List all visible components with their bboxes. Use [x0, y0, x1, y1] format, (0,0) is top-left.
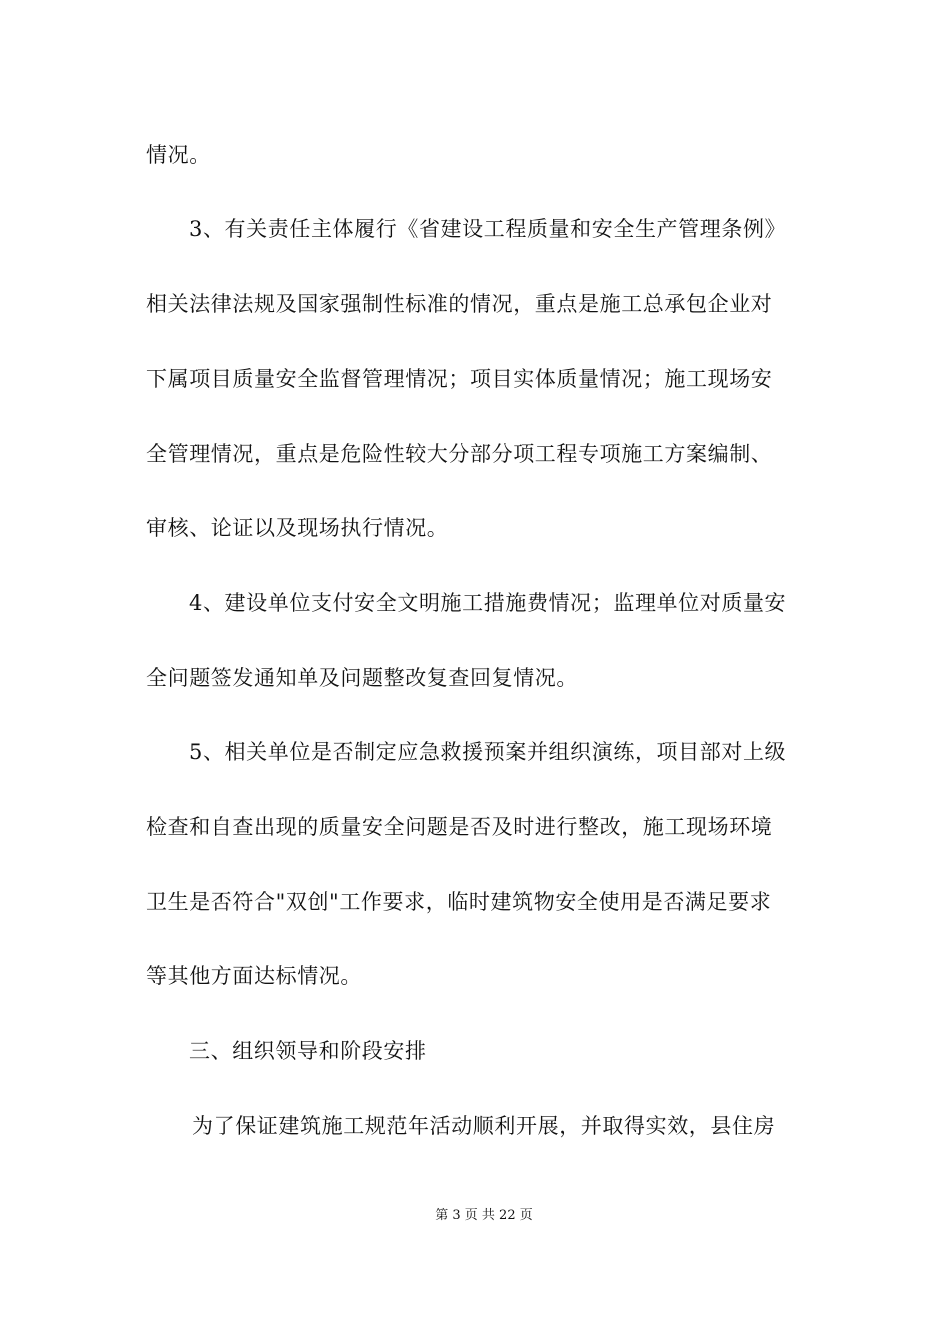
text-line-12: 等其他方面达标情况。: [146, 964, 362, 988]
text-line-5: 全管理情况，重点是危险性较大分部分项工程专项施工方案编制、: [146, 442, 773, 466]
page-footer: 第 3 页 共 22 页: [435, 1208, 533, 1223]
text-line-11: 卫生是否符合"双创"工作要求，临时建筑物安全使用是否满足要求: [146, 890, 772, 914]
text-line-2: 3、有关责任主体履行《省建设工程质量和安全生产管理条例》: [189, 217, 787, 241]
text-line-10: 检查和自查出现的质量安全问题是否及时进行整改，施工现场环境: [146, 815, 773, 839]
text-line-1: 情况。: [146, 143, 211, 167]
text-line-4: 下属项目质量安全监督管理情况；项目实体质量情况；施工现场安: [146, 367, 773, 391]
text-line-8: 全问题签发通知单及问题整改复查回复情况。: [146, 666, 578, 690]
text-line-3: 相关法律法规及国家强制性标准的情况，重点是施工总承包企业对: [146, 292, 773, 316]
section-heading: 三、组织领导和阶段安排: [189, 1039, 427, 1063]
text-line-6: 审核、论证以及现场执行情况。: [146, 516, 449, 540]
text-line-14: 为了保证建筑施工规范年活动顺利开展，并取得实效，县住房: [192, 1114, 776, 1138]
text-line-7: 4、建设单位支付安全文明施工措施费情况；监理单位对质量安: [189, 591, 787, 615]
text-line-9: 5、相关单位是否制定应急救援预案并组织演练，项目部对上级: [189, 740, 787, 764]
